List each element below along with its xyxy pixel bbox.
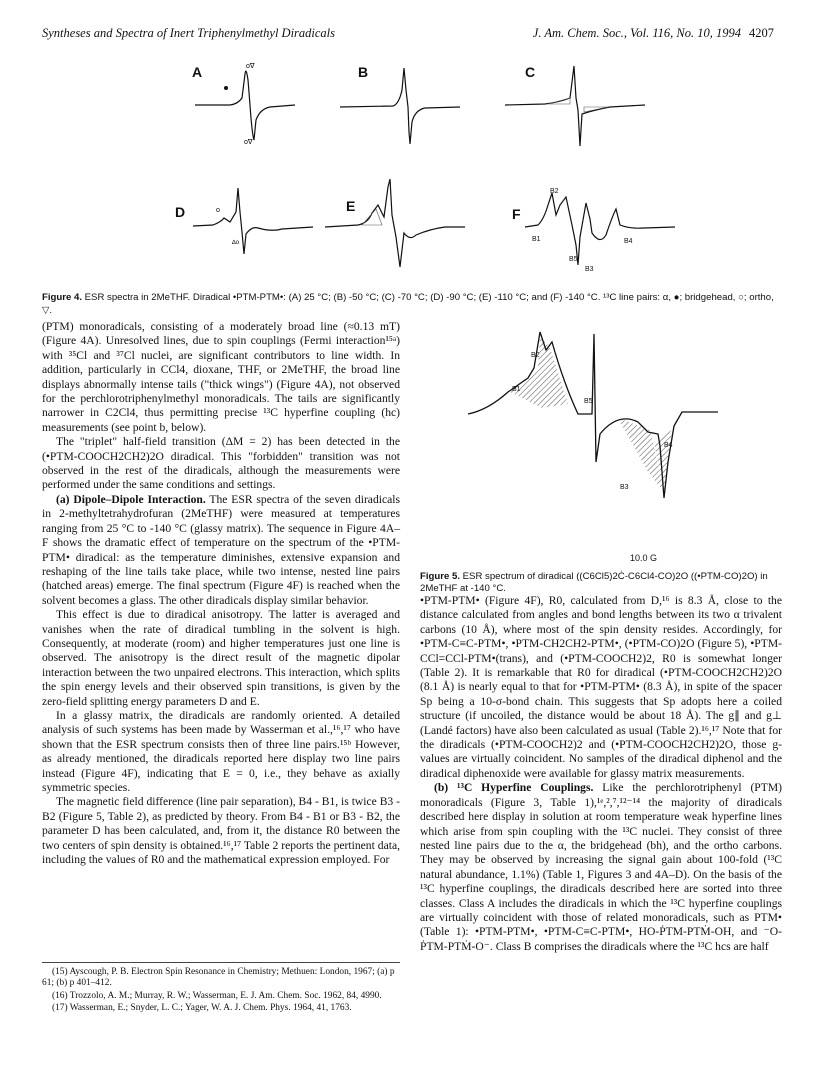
- right-paragraph-2: [420, 781, 782, 954]
- running-title: Syntheses and Spectra of Inert Triphenylmethyl Diradicals: [42, 26, 336, 40]
- section-heading-hyperfine: (b) ¹³C Hyperfine Couplings.: [434, 781, 594, 795]
- spectrum-e: [320, 175, 470, 270]
- fig5-sublabel-b2: B2: [531, 352, 540, 359]
- section-heading-dipole: (a) Dipole–Dipole Interaction.: [56, 492, 206, 506]
- fig5-sublabel-b4: B4: [664, 442, 673, 449]
- left-column: [42, 320, 400, 867]
- journal-citation: J. Am. Chem. Soc., Vol. 116, No. 10, 1994: [532, 26, 741, 40]
- figure-5-caption-text: ESR spectrum of diradical ((C6Cl5)2Ċ-C6Cl4-CO)2O ((•PTM-CO)2O) in 2MeTHF at -140 °C.: [420, 571, 768, 594]
- spectrum-b: [335, 60, 465, 150]
- figure-5-caption-label: Figure 5.: [420, 571, 460, 582]
- spectrum-f: [520, 175, 680, 275]
- figure-5-caption: [420, 571, 782, 595]
- spectrum-c: [500, 60, 650, 150]
- left-paragraph-3-text: The ESR spectra of the seven diradicals in 2-methyltetrahydrofuran (2MeTHF) were measured at temperatures ranging from 25 °C to -140 °C (glassy matrix). The sequence in Figure 4A–F shows the dramatic effect of temperature on the spectrum of the •PTM-PTM• diradical: as the temperature diminishes, extensive expansion and reshaping of the line tails take place, while two intense, nested line pairs (hatched areas) emerge. The final spectrum (Figure 4F) is reached when the solvent becomes a glass. The other diradicals display similar behavior.: [42, 492, 401, 607]
- fig5-sublabel-b1: B1: [512, 386, 521, 393]
- fig4-sublabel-b3: B3: [585, 266, 594, 273]
- figure-5-scale-label: 10.0 G: [630, 553, 658, 563]
- panel-label-a: A: [192, 64, 203, 80]
- left-paragraph-6: The magnetic field difference (line pair separation), B4 - B1, is twice B3 - B2 (Figure 5, Table 2), as predicted by theory. From B4 - B1 or B3 - B2, the parameter D has been calculated, and, from it, the distance R0 between the two centers of spin density is obtained.¹⁶,¹⁷ Table 2 reports the pertinent data, including the values of R0 and the mathematical expression employed. For: [42, 795, 400, 867]
- panel-label-c: C: [525, 64, 536, 80]
- left-paragraph-2: The "triplet" half-field transition (ΔM = 2) has been detected in the (•PTM-COOCH2CH2)2O diradical. This "forbidden" transition was not observed in the rest of the diradicals, although the measurements were performed under the same conditions and settings.: [42, 435, 400, 492]
- left-paragraph-1: (PTM) monoradicals, consisting of a moderately broad line (≈0.13 mT) (Figure 4A). Unresolved lines, due to spin couplings (Fermi interaction¹⁵ᵃ) with ³⁵Cl and ³⁷Cl nuclei, are significant contributors to line width. In addition, particularly in CCl4, dioxane, THF, or 2MeTHF, the broad line displays abnormally intense tails ("thick wings") (Figure 4A), not observed for the perchlorotriphenylmethyl monoradicals. The tails are significantly narrower in C2Cl4, thus permitting precise ¹³C hyperfine coupling (hc) measurements (see point b, below).: [42, 320, 400, 434]
- page-number: 4207: [749, 26, 774, 40]
- right-paragraph-2-text: Like the perchlorotriphenyl (PTM) monoradicals (Figure 3, Table 1),¹ᵉ,²,⁷,¹²⁻¹⁴ the majority of diradicals described here display in solution at room temperature weak hyperfine lines which arise from spin coupling with the ¹³C nuclei. They consist of three nested line pairs due to the α, the bridgehead (bh), and the ortho carbons. They may be observed by increasing the signal gain about 100-fold (¹³C natural abundance, 1.1%) (Table 1, Figures 3 and 4A–D). On the basis of the ¹³C hyperfine couplings, the diradicals described here are sorted into three classes. Class A includes the diradicals in which the ¹³C hyperfine couplings are virtually coincident with those of related monoradicals, such as PTM• (Table 1): •PTM-PTM•, •PTM-C≡C-PTM•, HO-ṖTM-PTṀ-OH, and ⁻O-ṖTM-PTṀ-O⁻. Class B comprises the diradicals where the ¹³C hcs are half: [420, 781, 782, 953]
- spectrum-d: [188, 182, 318, 262]
- fig5-sublabel-b5: B5: [584, 398, 593, 405]
- reference-15: (15) Ayscough, P. B. Electron Spin Resonance in Chemistry; Methuen: London, 1967; (a) p 61; (b) p 401–412.: [42, 967, 395, 989]
- figure-4-caption-label: Figure 4.: [42, 292, 82, 303]
- left-paragraph-3: [42, 493, 400, 608]
- panel-label-f: F: [512, 206, 521, 222]
- figure-4-caption: [42, 292, 780, 317]
- reference-17: (17) Wasserman, E.; Snyder, L. C.; Yager, W. A. J. Chem. Phys. 1964, 41, 1763.: [52, 1003, 352, 1014]
- reference-16: (16) Trozzolo, A. M.; Murray, R. W.; Wasserman, E. J. Am. Chem. Soc. 1962, 84, 4990.: [52, 990, 382, 1001]
- footnote-references: [42, 962, 400, 1016]
- fig5-sublabel-b3: B3: [620, 484, 629, 491]
- svg-text:o: o: [216, 207, 220, 214]
- fig4-sublabel-b2: B2: [550, 188, 559, 195]
- right-paragraph-1: •PTM-PTM• (Figure 4F), R0, calculated from D,¹⁶ is 8.3 Å, close to the distance calculated from angles and bond lengths between its two α trivalent carbons (10 Å), where most of the spin density resides. Accordingly, for •PTM-C≡C-PTM•, •PTM-CH2CH2-PTM•, (•PTM-CO)2O (Figure 5), •PTM-CCl=CCl-PTM•(trans), and (•PTM-COOCH2)2, R0 is somewhat longer (Table 2). It is remarkable that R0 for diradical (•PTM-COOCH2CH2)2O (8.1 Å) is nearly equal to that for •PTM-PTM• (8.3 Å), in spite of the spacer Sp being a 10-σ-bond chain. This suggests that Sp adopts here a coiled structure (if uncoiled, the distance would be about 18 Å). The g∥ and g⊥ (Landé factors) have also been calculated as usual (Table 2).¹⁶,¹⁷ Note that for the diradicals (•PTM-COOCH2)2 and (•PTM-COOCH2CH2)2O, those g-values are virtually coincident. No samples of the diradical diphenol and the diradical diphenoxide were available for glassy matrix measurements.: [420, 594, 782, 780]
- figure-5-spectrum: [468, 322, 718, 544]
- fig4-sublabel-b4: B4: [624, 238, 633, 245]
- svg-text:o∇: o∇: [244, 139, 253, 146]
- panel-label-e: E: [346, 198, 356, 214]
- journal-header: [533, 26, 774, 41]
- fig4-sublabel-b1: B1: [532, 236, 541, 243]
- left-paragraph-4: This effect is due to diradical anisotropy. The latter is averaged and vanishes when the rate of diradical tumbling in the solvent is high. Consequently, at moderate (room) and higher temperatures just one line is observed. The anisotropy is the direct result of the magnetic dipolar interaction between the two unpaired electrons. This interaction, which splits the spin energy levels and their observed spin transitions, is given by the zero-field splitting energy parameters D and E.: [42, 608, 400, 708]
- figure-4-caption-text: ESR spectra in 2MeTHF. Diradical •PTM-PTM•: (A) 25 °C; (B) -50 °C; (C) -70 °C; (D) -90 °C; (E) -110 °C; and (F) -140 °C. ¹³C line pairs: α, ●; bridgehead, ○; ortho, ▽.: [42, 292, 774, 316]
- panel-label-d: D: [175, 204, 186, 220]
- fig4-sublabel-b5: B5: [569, 256, 578, 263]
- svg-text:o∇: o∇: [246, 63, 255, 70]
- right-column: [420, 594, 782, 954]
- panel-label-b: B: [358, 64, 369, 80]
- svg-text:∆o: ∆o: [232, 240, 240, 246]
- spectrum-a: [190, 60, 300, 150]
- left-paragraph-5: In a glassy matrix, the diradicals are randomly oriented. A detailed analysis of such systems has been made by Wasserman et al.,¹⁶,¹⁷ who have shown that the ESR spectrum consists then of three line pairs.¹⁵ᵇ However, as already mentioned, the diradicals reported here display two line pairs instead (Figure 4F), indicating that E = 0, i.e., they behave as axially symmetric species.: [42, 708, 400, 794]
